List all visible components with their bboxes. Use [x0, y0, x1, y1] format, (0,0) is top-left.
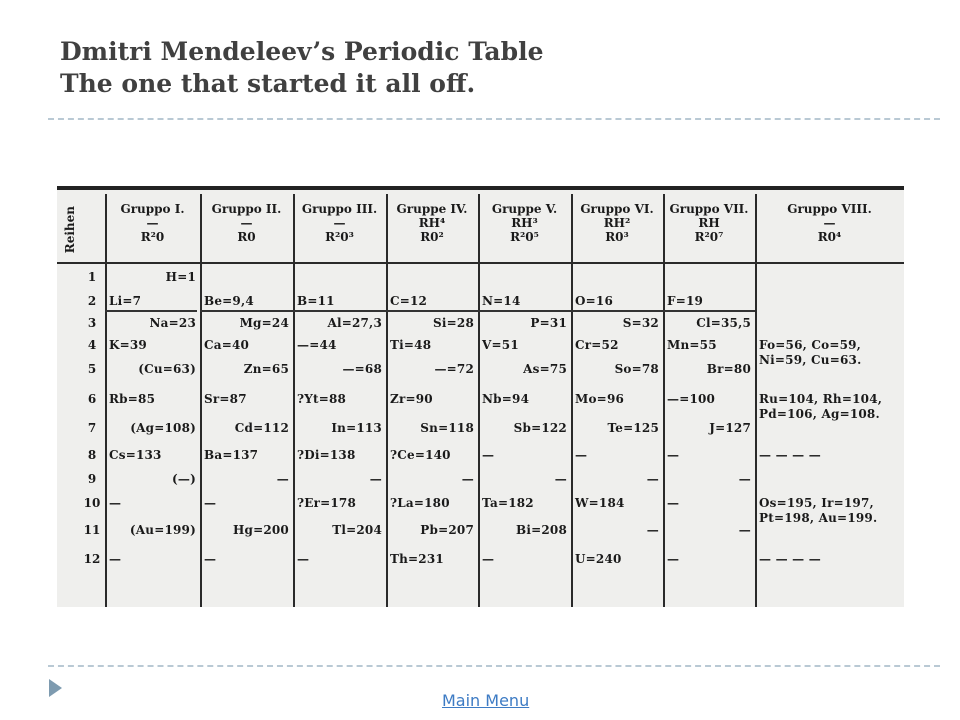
element-cell: Ca=40 [204, 338, 250, 352]
row-number: 4 [87, 338, 97, 352]
column-line [663, 194, 665, 607]
element-cell: Cl=35,5 [696, 316, 751, 330]
element-cell: Pb=207 [420, 523, 474, 537]
element-cell: In=113 [331, 421, 382, 435]
element-cell: U=240 [575, 552, 622, 566]
element-cell: ?La=180 [390, 496, 450, 510]
group-header [105, 202, 200, 244]
element-cell: — [369, 472, 382, 486]
element-cell: Ru=104, Rh=104, Pd=106, Ag=108. [759, 392, 883, 421]
element-cell: — [575, 448, 588, 462]
element-cell: S=32 [622, 316, 659, 330]
group-header-line: Gruppe IV. [396, 202, 468, 216]
group-header-line: R0³ [605, 230, 629, 244]
element-cell: ?Ce=140 [390, 448, 451, 462]
element-cell: F=19 [667, 294, 704, 308]
element-cell: Mn=55 [667, 338, 717, 352]
element-cell: — [276, 472, 289, 486]
element-cell: — [667, 496, 680, 510]
element-cell: — [109, 552, 122, 566]
element-cell: — [297, 552, 310, 566]
element-cell: — [109, 496, 122, 510]
group-header-line: — [333, 216, 346, 230]
element-cell: Ta=182 [482, 496, 534, 510]
top-divider [48, 118, 940, 120]
element-cell: Br=80 [706, 362, 751, 376]
element-cell: Mo=96 [575, 392, 625, 406]
column-line [571, 194, 573, 607]
element-cell: Li=7 [109, 294, 142, 308]
group-header [200, 202, 293, 244]
element-cell: — [667, 448, 680, 462]
element-cell: — — — — [759, 552, 821, 566]
group-header-line: R²0³ [325, 230, 354, 244]
element-cell: Fo=56, Co=59, Ni=59, Cu=63. [759, 338, 862, 367]
table-top-border [57, 186, 904, 190]
row-number: 3 [87, 316, 97, 330]
element-cell: Zn=65 [243, 362, 289, 376]
group-header-line: RH⁴ [418, 216, 446, 230]
row-divider [105, 310, 197, 312]
element-cell: V=51 [482, 338, 519, 352]
group-header-line: — [823, 216, 836, 230]
group-header-line: RH³ [511, 216, 538, 230]
group-header-line: Gruppo VII. [669, 202, 749, 216]
element-cell: Be=9,4 [204, 294, 254, 308]
element-cell: —=100 [667, 392, 716, 406]
element-cell: Tl=204 [332, 523, 382, 537]
element-cell: —=44 [297, 338, 337, 352]
column-line [755, 194, 757, 607]
element-cell: So=78 [614, 362, 659, 376]
group-header [386, 202, 478, 244]
element-cell: —=68 [342, 362, 382, 376]
group-header-line: R0⁴ [817, 230, 842, 244]
element-cell: — [646, 523, 659, 537]
element-cell: As=75 [523, 362, 567, 376]
periodic-table-image [57, 186, 904, 607]
element-cell: ?Er=178 [297, 496, 357, 510]
element-cell: — [482, 552, 495, 566]
element-cell: — [667, 552, 680, 566]
element-cell: B=11 [297, 294, 335, 308]
element-cell: (—) [172, 472, 196, 486]
title-line: Dmitri Mendeleev’s Periodic Table [60, 37, 544, 66]
group-header-line: — [146, 216, 159, 230]
group-header-line: Gruppo III. [301, 202, 378, 216]
element-cell: Zr=90 [390, 392, 433, 406]
element-cell: Cd=112 [234, 421, 289, 435]
element-cell: H=1 [165, 270, 196, 284]
row-number: 1 [87, 270, 97, 284]
group-header-line: R0 [237, 230, 256, 244]
element-cell: Os=195, Ir=197, Pt=198, Au=199. [759, 496, 878, 525]
element-cell: (Ag=108) [130, 421, 196, 435]
row-number: 5 [87, 362, 97, 376]
element-cell: Ba=137 [204, 448, 259, 462]
group-header-line: Gruppo VI. [580, 202, 654, 216]
header-rule [57, 262, 904, 264]
slide-title [60, 36, 920, 100]
row-divider [663, 310, 755, 312]
column-line [386, 194, 388, 607]
element-cell: W=184 [575, 496, 625, 510]
element-cell: — [738, 523, 751, 537]
group-header-line: RH² [603, 216, 631, 230]
row-divider [571, 310, 663, 312]
element-cell: Th=231 [390, 552, 444, 566]
element-cell: Sn=118 [420, 421, 474, 435]
element-cell: Cs=133 [109, 448, 162, 462]
element-cell: Ti=48 [390, 338, 432, 352]
row-number: 9 [87, 472, 97, 486]
element-cell: — — — — [759, 448, 821, 462]
element-cell: Te=125 [607, 421, 659, 435]
column-line [105, 194, 107, 607]
element-cell: Sr=87 [204, 392, 247, 406]
group-header-line: R²0 [140, 230, 165, 244]
element-cell: — [204, 496, 217, 510]
element-cell: P=31 [530, 316, 567, 330]
element-cell: Mg=24 [239, 316, 289, 330]
row-header: Reihen [63, 206, 77, 254]
element-cell: C=12 [390, 294, 428, 308]
element-cell: — [461, 472, 474, 486]
row-number: 10 [83, 496, 101, 510]
element-cell: — [482, 448, 495, 462]
row-divider [293, 310, 386, 312]
group-header-line: R0² [420, 230, 444, 244]
row-number: 12 [83, 552, 101, 566]
row-divider [478, 310, 571, 312]
triangle-bullet-icon [49, 679, 62, 697]
element-cell: Si=28 [433, 316, 474, 330]
element-cell: Hg=200 [232, 523, 289, 537]
group-header [293, 202, 386, 244]
row-number: 2 [87, 294, 97, 308]
group-header [478, 202, 571, 244]
element-cell: — [738, 472, 751, 486]
group-header-line: Gruppe V. [491, 202, 558, 216]
bottom-divider [48, 665, 940, 667]
group-header [571, 202, 663, 244]
element-cell: — [204, 552, 217, 566]
row-number: 7 [87, 421, 97, 435]
subtitle-line: The one that started it all off. [60, 69, 476, 98]
row-number: 6 [87, 392, 97, 406]
element-cell: (Cu=63) [138, 362, 196, 376]
element-cell: Rb=85 [109, 392, 156, 406]
group-header-line: R²0⁵ [510, 230, 539, 244]
row-divider [200, 310, 293, 312]
group-header-line: Gruppo II. [211, 202, 282, 216]
row-divider [386, 310, 478, 312]
group-header-line: Gruppo VIII. [787, 202, 872, 216]
element-cell: Cr=52 [575, 338, 619, 352]
main-menu-link[interactable]: Main Menu [442, 691, 530, 710]
row-number: 11 [83, 523, 101, 537]
group-header-line: RH [698, 216, 720, 230]
element-cell: O=16 [575, 294, 614, 308]
group-header-line: R²0⁷ [694, 230, 724, 244]
element-cell: K=39 [109, 338, 147, 352]
element-cell: Sb=122 [513, 421, 567, 435]
element-cell: J=127 [709, 421, 751, 435]
element-cell: — [646, 472, 659, 486]
group-header-line: — [240, 216, 253, 230]
element-cell: (Au=199) [129, 523, 196, 537]
column-line [293, 194, 295, 607]
element-cell: Nb=94 [482, 392, 530, 406]
column-line [200, 194, 202, 607]
element-cell: Na=23 [149, 316, 196, 330]
element-cell: —=72 [434, 362, 474, 376]
group-header [663, 202, 755, 244]
element-cell: ?Yt=88 [297, 392, 347, 406]
element-cell: Bi=208 [515, 523, 567, 537]
group-header-line: Gruppo I. [120, 202, 185, 216]
element-cell: ?Di=138 [297, 448, 356, 462]
row-number: 8 [87, 448, 97, 462]
group-header [755, 202, 904, 244]
element-cell: N=14 [482, 294, 521, 308]
column-line [478, 194, 480, 607]
element-cell: — [554, 472, 567, 486]
element-cell: Al=27,3 [327, 316, 382, 330]
